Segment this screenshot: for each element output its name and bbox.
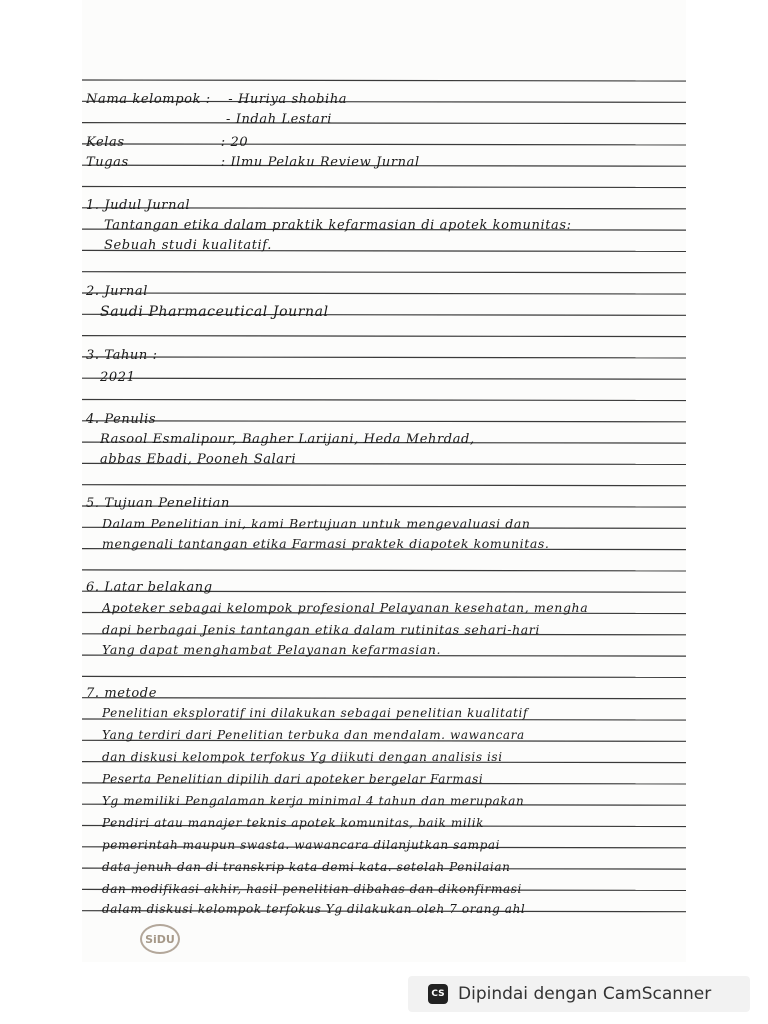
section-2-text: Saudi Pharmaceutical Journal [100, 304, 329, 320]
section-7-heading: 7. metode [86, 686, 158, 701]
tugas-value: : Ilmu Pelaku Review Jurnal [220, 155, 420, 170]
section-7-text: dalam diskusi kelompok terfokus Yg dilakukan oleh 7 orang ahl [102, 902, 526, 916]
section-7-text: Yg memiliki Pengalaman kerja minimal 4 tahun dan merupakan [102, 794, 525, 808]
section-7-text: Yang terdiri dari Penelitian terbuka dan mendalam. wawancara [102, 728, 525, 742]
ruled-line [82, 485, 686, 486]
section-7-text: Peserta Penelitian dipilih dari apoteker bergelar Farmasi [102, 772, 484, 786]
section-6-text: dapi berbagai Jenis tantangan etika dalam rutinitas sehari-hari [102, 622, 540, 637]
section-7-text: Penelitian eksploratif ini dilakukan sebagai penelitian kualitatif [102, 706, 529, 720]
section-1-text: Tantangan etika dalam praktik kefarmasian di apotek komunitas: [104, 218, 572, 233]
kelas-value: : 20 [220, 135, 249, 150]
kelas-row [86, 135, 686, 150]
member-2: - Indah Lestari [226, 112, 332, 127]
member-2-row [226, 112, 666, 127]
nama-kelompok-label: Nama kelompok : [86, 92, 211, 107]
section-1-heading: 1. Judul Jurnal [86, 198, 191, 213]
section-4-text: abbas Ebadi, Pooneh Salari [100, 452, 297, 467]
section-5-text: mengenali tantangan etika Farmasi praktek diapotek komunitas. [102, 536, 550, 551]
section-1-text: Sebuah studi kualitatif. [104, 238, 272, 253]
ruled-line [82, 676, 686, 677]
section-3-text: 2021 [100, 370, 136, 385]
section-7-text: Pendiri atau manajer teknis apotek komunitas, baik milik [102, 816, 484, 830]
ruled-line [82, 336, 686, 337]
ruled-line [82, 272, 686, 273]
tugas-row [86, 155, 686, 170]
section-6-text: Yang dapat menghambat Pelayanan kefarmasian. [102, 642, 442, 657]
ruled-line [82, 570, 686, 571]
member-1: - Huriya shobiha [228, 92, 348, 107]
camscanner-icon: CS [428, 984, 448, 1004]
tugas-label: Tugas [86, 155, 129, 170]
section-5-heading: 5. Tujuan Penelitian [86, 496, 230, 511]
sidu-logo: SiDU [140, 924, 180, 954]
kelas-label: Kelas [86, 135, 125, 150]
ruled-line [82, 80, 686, 81]
section-7-text: dan modifikasi akhir, hasil penelitian dibahas dan dikonfirmasi [102, 882, 522, 896]
ruled-line [82, 187, 686, 188]
ruled-line [82, 400, 686, 401]
section-4-text: Rasool Esmalipour, Bagher Larijani, Heda Mehrdad, [100, 432, 475, 447]
section-7-text: data jenuh dan di transkrip kata demi kata. setelah Penilaian [102, 860, 511, 874]
group-name-label [86, 92, 686, 107]
section-7-text: pemerintah maupun swasta. wawancara dilanjutkan sampai [102, 838, 501, 852]
section-3-heading: 3. Tahun : [86, 348, 158, 363]
section-2-heading: 2. Jurnal [86, 284, 149, 299]
section-6-text: Apoteker sebagai kelompok profesional Pelayanan kesehatan, mengha [102, 600, 589, 615]
section-7-text: dan diskusi kelompok terfokus Yg diikuti dengan analisis isi [102, 750, 503, 764]
camscanner-watermark [408, 976, 750, 1012]
section-6-heading: 6. Latar belakang [86, 580, 213, 595]
section-4-heading: 4. Penulis [86, 412, 157, 427]
section-5-text: Dalam Penelitian ini, kami Bertujuan untuk mengevaluasi dan [102, 516, 531, 531]
camscanner-text: Dipindai dengan CamScanner [458, 984, 712, 1004]
